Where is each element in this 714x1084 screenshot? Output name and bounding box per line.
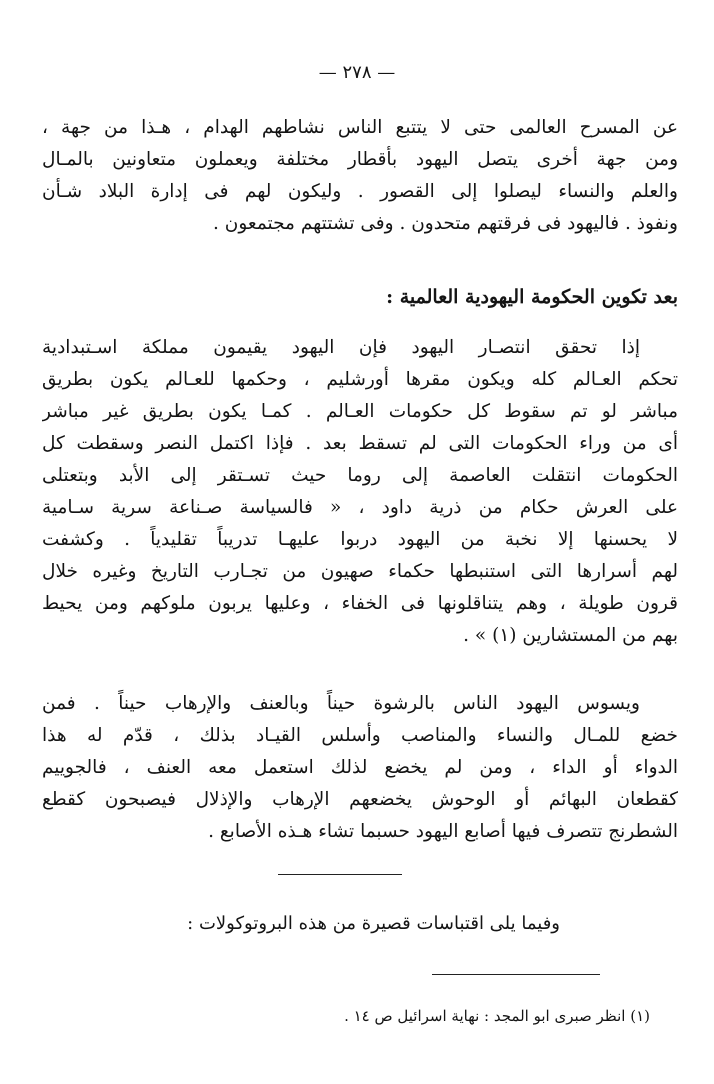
page-number: — ٢٧٨ — <box>318 62 396 83</box>
text-line: بهم من المستشارين (١) » . <box>463 625 678 646</box>
section-separator <box>278 874 402 875</box>
text-line: مباشر لو تم سقوط كل حكومات العـالم . كمـا يكون بطريق غير مباشر <box>42 401 678 422</box>
text-line: الحكومات انتقلت العاصمة إلى روما حيث تسـتقر إلى الأبد وبتعتلى <box>42 465 678 486</box>
text-line: لا يحسنها إلا نخبة من اليهود دربوا عليهـا تدريباً تقليدياً . وكشفت <box>42 529 678 550</box>
paragraph-2 <box>42 688 678 848</box>
footnote-separator <box>432 974 600 975</box>
text-line: كقطعان البهائم أو الوحوش يخضعهم الإرهاب والإذلال فيصبحون كقطع <box>42 789 678 810</box>
text-line: ونفوذ . فاليهود فى فرقتهم متحدون . وفى تشتتهم مجتمعون . <box>212 213 678 234</box>
text-line: الشطرنج تتصرف فيها أصابع اليهود حسبما تشاء هـذه الأصابع . <box>208 821 678 842</box>
text-line: أى من وراء الحكومات التى لم تسقط بعد . فإذا اكتمل النصر وسقطت كل <box>42 433 678 454</box>
text-line: عن المسرح العالمى حتى لا يتتبع الناس نشاطهم الهدام ، هـذا من جهة ، <box>42 117 678 138</box>
text-line: والعلم والنساء ليصلوا إلى القصور . وليكون لهم فى إدارة البلاد شـأن <box>42 181 678 202</box>
text-line: على العرش حكام من ذرية داود ، « فالسياسة صـناعة سرية سـامية <box>42 497 678 518</box>
text-line: ومن جهة أخرى يتصل اليهود بأقطار مختلفة ويعملون متعاونين بالمـال <box>42 149 678 170</box>
text-line: خضع للمـال والنساء والمناصب وأسلس القيـاد بذلك ، قدّم له هذا <box>42 725 678 746</box>
text-line: قرون طويلة ، وهم يتناقلونها فى الخفاء ، وعليها يربون ملوكهم ومن يحيط <box>42 593 678 614</box>
text-line: الدواء أو الداء ، ومن لم يخضع لذلك استعمل معه العنف ، فالجوييم <box>42 757 678 778</box>
text-line: ويسوس اليهود الناس بالرشوة حيناً وبالعنف والإرهاب حيناً . فمن <box>42 693 640 714</box>
text-line: لهم أسرارها التى استنبطها حكماء صهيون من تجـارب التاريخ وغيره خلال <box>42 561 678 582</box>
text-line: إذا تحقق انتصـار اليهود فإن اليهود يقيمون مملكة اسـتبدادية <box>42 337 640 358</box>
text-line: تحكم العـالم كله ويكون مقرها أورشليم ، وحكمها للعـالم يكون بطريق <box>42 369 678 390</box>
quote-intro: وفيما يلى اقتباسات قصيرة من هذه البروتوكولات : <box>187 913 560 934</box>
section-heading: بعد تكوين الحكومة اليهودية العالمية : <box>386 286 678 308</box>
footnote: (١) انظر صبرى ابو المجد : نهاية اسرائيل ص ١٤ . <box>344 1007 650 1025</box>
paragraph-1 <box>42 332 678 652</box>
intro-paragraph <box>42 112 678 240</box>
